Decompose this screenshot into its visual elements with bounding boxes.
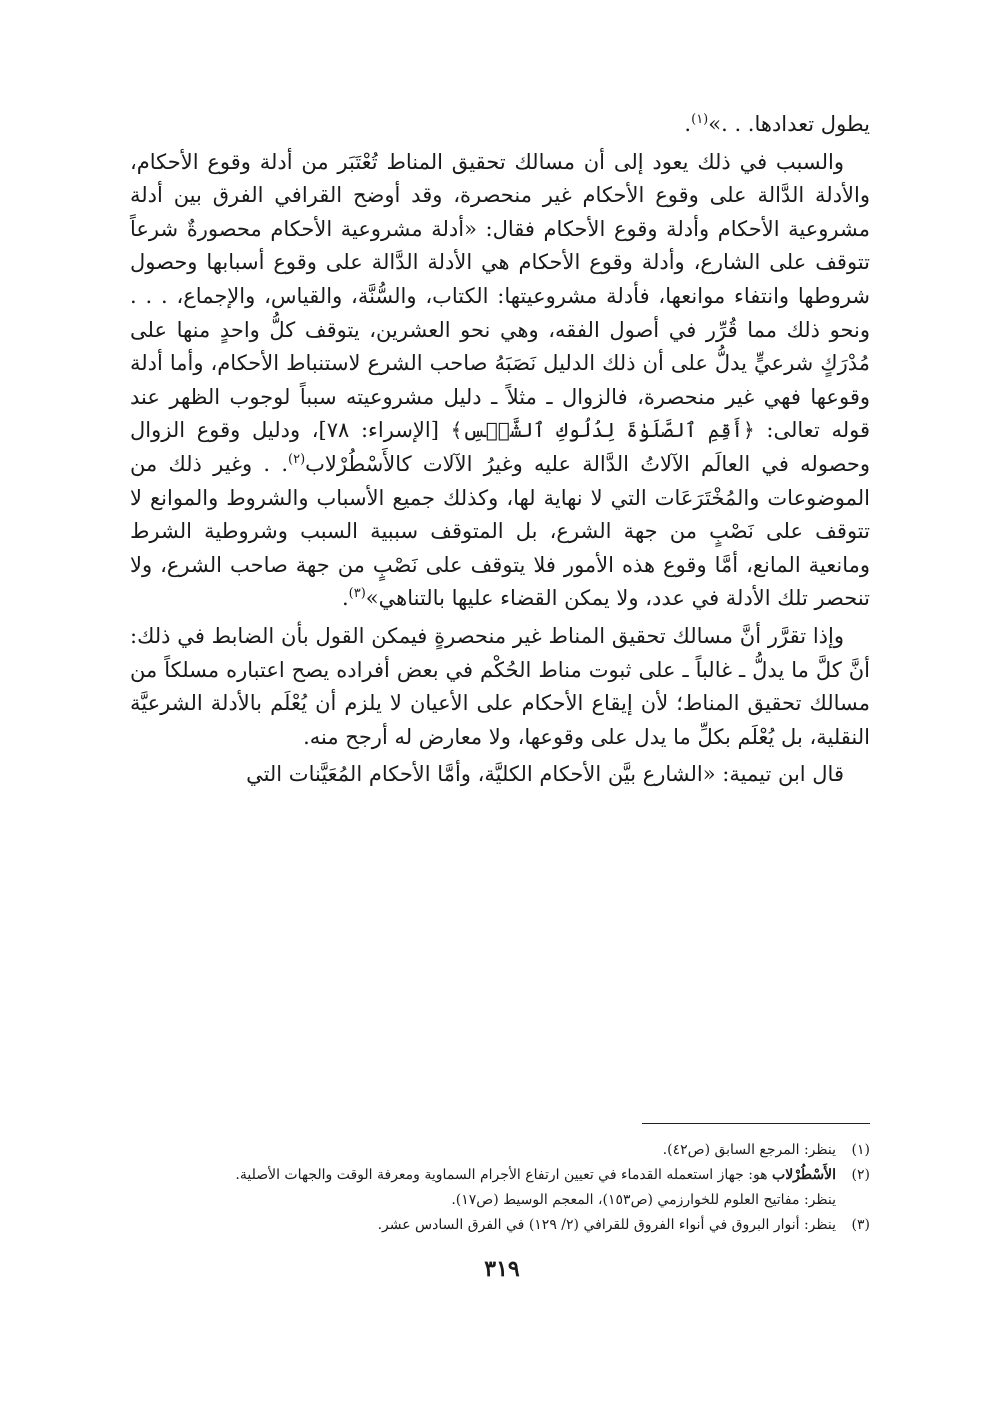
page-number: ٣١٩ [484,1256,520,1282]
verse-citation: [الإسراء: ٧٨] [318,418,451,443]
footnote-text: هو: جهاز استعمله القدماء في تعيين ارتفاع الأجرام السماوية ومعرفة الوقت والجهات الأصلية. [235,1167,773,1183]
paragraph-1-end: . [684,112,692,136]
footnote-divider [642,1123,870,1124]
footnote-number: (٣) [851,1217,870,1233]
footnote-number: (١) [851,1142,870,1158]
paragraph-2 [130,146,870,616]
footnote-text: ينظر: أنوار البروق في أنواء الفروق للقرافي (٢/ ١٢٩) في الفرق السادس عشر. [377,1217,836,1233]
footnote-ref-1[interactable]: (١) [691,112,709,127]
paragraph-2-text-a: والسبب في ذلك يعود إلى أن مسالك تحقيق المناط تُعْتَبَر من أدلة وقوع الأحكام، والأدلة الدَّالة على وقوع الأحكام غير منحصرة، وقد أوضح القرافي الفرق بين أدلة مشروعية الأحكام وأدلة وقوع الأحكام فقال: «أدلة مشروعية الأحكام محصورةٌ شرعاً تتوقف على الشارع، وأدلة وقوع الأحكام هي الأدلة الدَّالة على وقوع أسبابها وحصول شروطها وانتفاء موانعها، فأدلة مشروعيتها: الكتاب، والسُّنَّة، والقياس، والإجماع، . . . ونحو ذلك مما قُرِّر في أصول الفقه، وهي نحو العشرين، يتوقف كلُّ واحدٍ منها على مُدْرَكٍ شرعيٍّ يدلُّ على أن ذلك الدليل نَصَبَهُ صاحب الشرع لاستنباط الأحكام، وأما أدلة وقوعها فهي غير منحصرة، فالزوال ـ مثلاً ـ دليل مشروعيته سبباً لوجوب الظهر عند قوله تعالى: [130,149,870,443]
footnote-ref-3[interactable]: (٣) [348,586,366,602]
paragraph-2-text-c: . . وغير ذلك من الموضوعات والمُخْتَرَعَات التي لا نهاية لها، وكذلك جميع الأسباب والشروط والموانع لا تتوقف على نَصْبٍ من جهة الشرع، بل المتوقف سببية السبب وشروطية الشرط ومانعية المانع، أمَّا وقوع هذه الأمور فلا يتوقف على نَصْبٍ من جهة صاحب الشرع، ولا تنحصر تلك الأدلة في عدد، ولا يمكن القضاء عليها بالتناهي» [130,451,870,611]
footnote-2 [130,1163,870,1213]
paragraph-2-text-b: ، ودليل وقوع الزوال وحصوله في العالَم الآلاتُ الدَّالة عليه وغيرُ الآلات كالأَسْطُرْلاب [130,418,871,476]
footnotes-section [130,1123,870,1238]
paragraph-1-text: يطول تعدادها. . .» [708,112,870,136]
footnote-3 [130,1213,870,1238]
footnote-body [130,1163,836,1213]
footnote-1 [130,1138,870,1163]
quran-verse: ﴿أَقِمِ ٱلصَّلَوٰةَ لِدُلُوكِ ٱلشَّمۡسِ﴾ [450,418,755,443]
footnote-text: ينظر: المرجع السابق (ص٤٢). [662,1142,836,1158]
paragraph-1 [130,108,870,142]
footnote-ref-2[interactable]: (٢) [288,451,306,467]
footnote-term: الأَسْطُرْلاب [772,1167,836,1183]
paragraph-3: وإذا تقرَّر أنَّ مسالك تحقيق المناط غير منحصرةٍ فيمكن القول بأن الضابط في ذلك: أنَّ كلَّ ما يدلُّ ـ غالباً ـ على ثبوت مناط الحُكْم في بعض أفراده يصح اعتباره مسلكاً من مسالك تحقيق المناط؛ لأن إيقاع الأحكام على الأعيان لا يلزم أن يُعْلَم بالأدلة الشرعيَّة النقلية، بل يُعْلَم بكلِّ ما يدل على وقوعها، ولا معارض له أرجح منه. [130,623,870,749]
footnote-text-2: ينظر: مفاتيح العلوم للخوارزمي (ص١٥٣)، المعجم الوسيط (ص١٧). [451,1192,836,1208]
paragraph-4: قال ابن تيمية: «الشارع بيَّن الأحكام الكليَّة، وأمَّا الأحكام المُعَيَّنات التي [246,762,844,787]
footnote-number: (٢) [851,1167,870,1183]
main-text [130,108,870,792]
paragraph-2-end: . [341,586,349,611]
